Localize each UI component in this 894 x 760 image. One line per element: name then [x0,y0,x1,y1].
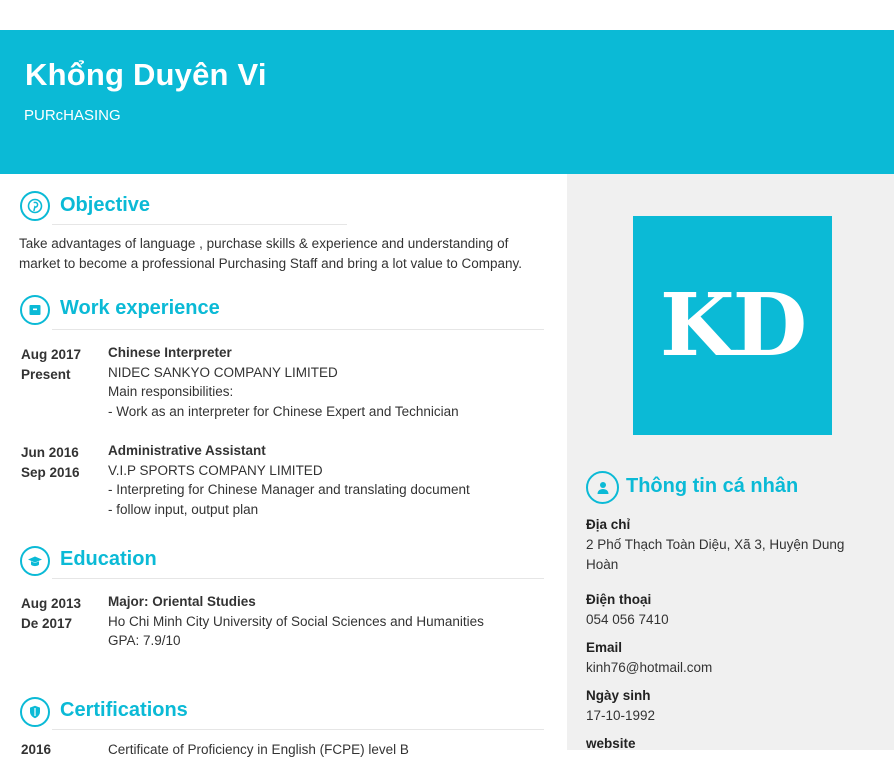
date-from: Aug 2013 [21,596,82,611]
briefcase-icon [20,295,50,325]
email-label: Email [586,640,623,655]
divider [52,329,544,330]
job-line: - Work as an interpreter for Chinese Expert and Technician [108,403,459,419]
candidate-job-title: PURcHASING [24,107,121,124]
address-line: Hoàn [586,557,619,572]
job-date [21,443,80,483]
website-label: website [586,736,636,751]
section-title-personal-info: Thông tin cá nhân [626,475,799,497]
date-to: Sep 2016 [21,465,80,480]
candidate-name: Khổng Duyên Vi [25,57,267,92]
section-title-work-experience: Work experience [60,297,220,319]
certification-year: 2016 [21,742,52,757]
certification-text: Certificate of Proficiency in English (FCPE) level B [108,742,409,757]
email-value: kinh76@hotmail.com [586,660,713,675]
job-line: - follow input, output plan [108,501,259,517]
shield-icon [20,697,50,727]
section-title-education: Education [60,548,157,570]
objective-text [19,234,522,274]
objective-line: market to become a professional Purchasing Staff and bring a lot value to Company. [19,256,523,271]
education-entry [108,592,484,651]
education-school: Ho Chi Minh City University of Social Sciences and Humanities [108,613,484,629]
job-company: NIDEC SANKYO COMPANY LIMITED [108,364,338,380]
phone-label: Điện thoại [586,592,652,607]
top-margin [0,0,894,30]
avatar: KD [633,216,832,435]
objective-line: Take advantages of language , purchase skills & experience and understanding of [19,236,509,251]
date-from: Jun 2016 [21,445,79,460]
job-date [21,345,81,385]
divider [52,729,544,730]
job-entry [108,343,459,421]
date-to: Present [21,367,71,382]
divider [52,578,544,579]
education-date [21,594,81,634]
phone-value: 054 056 7410 [586,612,669,627]
job-line: - Interpreting for Chinese Manager and translating document [108,482,470,497]
dob-value: 17-10-1992 [586,708,656,723]
date-from: Aug 2017 [21,347,82,362]
job-entry [108,441,470,519]
pinterest-icon [20,191,50,221]
education-major: Major: Oriental Studies [108,594,256,609]
job-role: Chinese Interpreter [108,345,232,360]
dob-label: Ngày sinh [586,688,651,703]
job-line: Main responsibilities: [108,384,234,399]
education-gpa: GPA: 7.9/10 [108,633,181,648]
section-title-certifications: Certifications [60,699,188,721]
address-line: 2 Phố Thạch Toàn Diệu, Xã 3, Huyện Dung [586,537,845,552]
address-value [586,535,876,575]
graduation-cap-icon [20,546,50,576]
divider [52,224,347,225]
user-icon [586,471,619,504]
section-title-objective: Objective [60,194,151,216]
job-role: Administrative Assistant [108,443,266,458]
address-label: Địa chỉ [586,517,631,532]
job-company: V.I.P SPORTS COMPANY LIMITED [108,462,323,478]
date-to: De 2017 [21,616,73,631]
resume-header [0,30,894,174]
